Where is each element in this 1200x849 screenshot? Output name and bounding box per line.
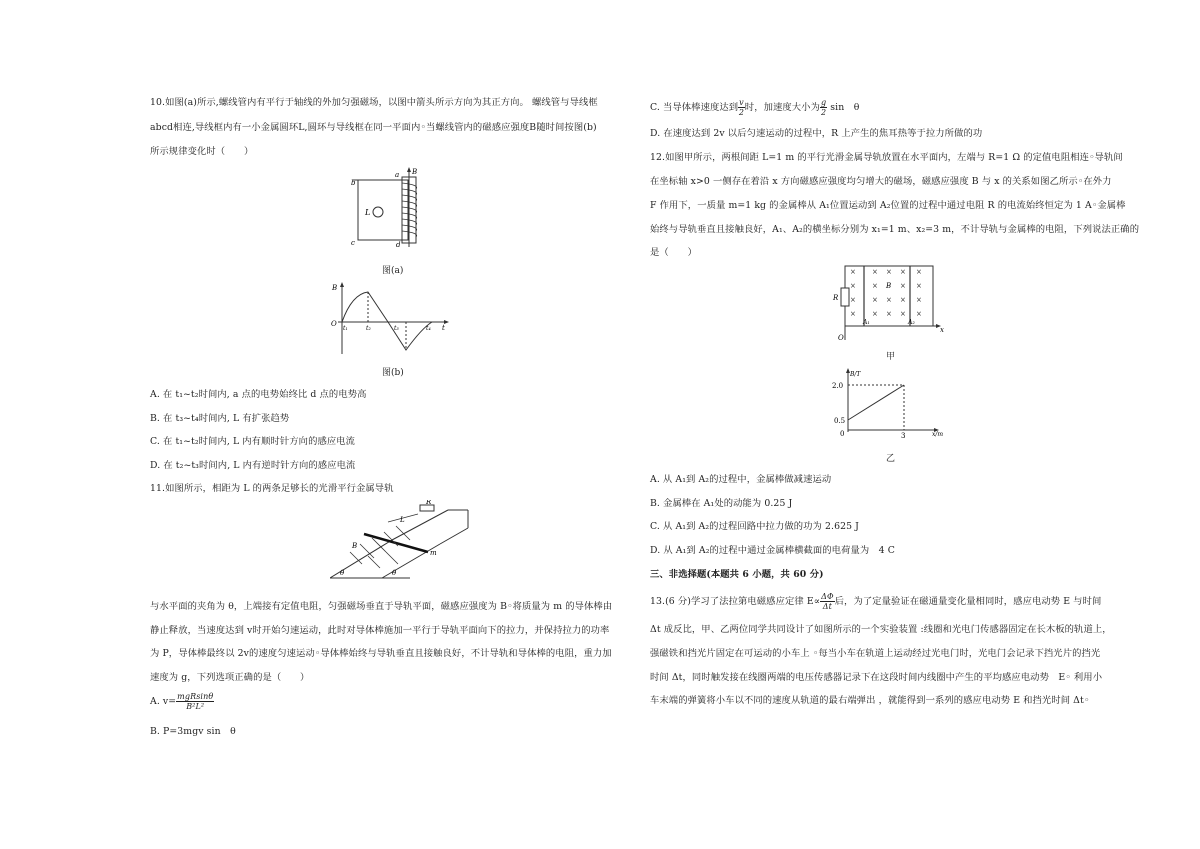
q12-option-a: A. 从 A₁到 A₂的过程中，金属棒做减速运动: [650, 474, 832, 485]
svg-text:×: ×: [900, 296, 906, 304]
q10-option-d: D. 在 t₂~t₃时间内, L 内有逆时针方向的感应电流: [150, 460, 356, 471]
svg-text:×: ×: [850, 282, 856, 290]
q13-line1-prefix: 13.(6 分)学习了法拉第电磁感应定律 E∝: [650, 596, 821, 607]
fig-b-label-t1: t₁: [343, 325, 348, 332]
q10-option-a: A. 在 t₁~t₂时间内, a 点的电势始终比 d 点的电势高: [150, 389, 367, 400]
fig-a-label-B: B: [412, 168, 418, 176]
q12-line1: 12.如图甲所示，两根间距 L=1 m 的平行光滑金属导轨放置在水平面内，左端与 R=1 Ω 的定值电阻相连◦导轨间: [650, 152, 1123, 163]
q11-line3: 静止释放，当速度达到 v时开始匀速运动，此时对导体棒施加一平行于导轨平面向下的拉力，并保持拉力的功率: [150, 625, 610, 636]
svg-text:×: ×: [900, 268, 906, 276]
fig-a-label-d: d: [396, 241, 401, 249]
q13-line4: 时间 Δt，同时触发接在线圈两端的电压传感器记录下在这段时间内线圈中产生的平均感应电动势 E◦ 利用小: [650, 672, 1103, 683]
q11-option-c-frac1-den: 2: [738, 108, 745, 117]
q11-option-a-fraction: [176, 692, 214, 711]
svg-text:×: ×: [900, 310, 906, 318]
q12-fig-jia-caption: 甲: [886, 352, 896, 362]
fig-b-label-t2: t₂: [366, 325, 371, 332]
q11-option-c-mid: 时，加速度大小为: [744, 102, 820, 113]
svg-text:×: ×: [916, 310, 922, 318]
q13-line2: Δt 成反比，甲、乙两位同学共同设计了如图所示的一个实验装置 :线圈和光电门传感器固定在长木板的轨道上，: [650, 624, 1112, 635]
q12-option-c: C. 从 A₁到 A₂的过程回路中拉力做的功为 2.625 J: [650, 521, 859, 532]
q11-line2: 与水平面的夹角为 θ，上端接有定值电阻，匀强磁场垂直于导轨平面，磁感应强度为 B◦将质量为 m 的导体棒由: [150, 601, 613, 612]
q10-line1: 10.如图(a)所示,螺线管内有平行于轴线的外加匀强磁场，以图中箭头所示方向为其正方向。 螺线管与导线框: [150, 97, 598, 108]
svg-text:×: ×: [886, 268, 892, 276]
yi-origin: 0: [840, 430, 845, 438]
q12-fig-yi-caption: 乙: [886, 454, 896, 464]
q11-option-c-prefix: C. 当导体棒速度达到: [650, 102, 739, 113]
q13-line1-frac-num: ΔΦ: [821, 592, 834, 601]
q12-figure-yi: [828, 366, 948, 438]
q12-figure-jia: [830, 262, 950, 342]
q11-option-a-denominator: B²L²: [186, 702, 205, 711]
yi-xlabel: x/m: [932, 431, 944, 438]
q11-label-theta2: θ: [392, 569, 397, 577]
q11-line4: 为 P，导体棒最终以 2v的速度匀速运动◦导体棒始终与导轨垂直且接触良好，不计导轨和导体棒的电阻，重力加: [150, 648, 612, 659]
q12-option-b: B. 金属棒在 A₁处的动能为 0.25 J: [650, 498, 793, 509]
q11-option-c-frac2-den: 2: [821, 108, 827, 117]
q11-option-c-frac2-num: g: [820, 98, 827, 107]
q12-option-d: D. 从 A₁到 A₂的过程中通过金属棒横截面的电荷量为 4 C: [650, 545, 895, 556]
q13-line1-frac-den: Δt: [822, 602, 832, 611]
fig-b-label-t4: t₄: [426, 325, 431, 332]
svg-text:×: ×: [916, 268, 922, 276]
q10-figure-b: [328, 280, 458, 358]
q11-label-theta1: θ: [340, 569, 345, 577]
section3-heading: 三、非选择题(本题共 6 小题，共 60 分): [650, 569, 824, 580]
jia-label-O: O: [838, 334, 844, 342]
fig-b-label-B: B: [332, 284, 338, 292]
yi-ylabel: B/T: [850, 371, 861, 378]
q11-option-c: [650, 98, 859, 118]
q10-option-b: B. 在 t₃~t₄时间内, L 有扩张趋势: [150, 413, 290, 424]
q12-line5: 是（ ）: [650, 247, 697, 258]
q10-line2: abcd相连,导线框内有一小金属圆环L,圆环与导线框在同一平面内◦当螺线管内的磁感应强度B随时间按图(b): [150, 122, 597, 133]
q11-option-a: [150, 692, 214, 712]
q11-label-B: B: [352, 542, 358, 550]
fig-a-label-L: L: [365, 208, 371, 217]
svg-text:×: ×: [850, 268, 856, 276]
q10-option-c: C. 在 t₁~t₂时间内, L 内有顺时针方向的感应电流: [150, 436, 356, 447]
svg-text:×: ×: [872, 310, 878, 318]
fig-b-label-t: t: [442, 324, 445, 332]
q11-option-c-frac1-num: v: [739, 98, 744, 107]
q10-line3: 所示规律变化时（ ）: [150, 146, 254, 157]
svg-text:×: ×: [850, 310, 856, 318]
jia-label-A1: A₁: [863, 319, 870, 326]
yi-tick-2: 2.0: [832, 382, 844, 390]
q11-label-R: R: [426, 500, 432, 506]
q11-option-c-suffix: sin θ: [827, 102, 860, 113]
jia-label-A2: A₂: [908, 319, 915, 326]
q11-line1: 11.如图所示，相距为 L 的两条足够长的光滑平行金属导轨: [150, 483, 394, 494]
fig-a-label-c: c: [351, 239, 355, 247]
svg-text:×: ×: [850, 296, 856, 304]
fig-a-label-b: b: [351, 179, 356, 187]
svg-text:×: ×: [916, 282, 922, 290]
fig-b-label-O: O: [331, 320, 337, 328]
yi-tick-3: 3: [901, 432, 906, 438]
svg-text:×: ×: [886, 296, 892, 304]
q10-fig-b-caption: 图(b): [382, 368, 404, 378]
q10-figure-a: [350, 165, 440, 253]
jia-label-R: R: [833, 294, 839, 302]
q11-option-b: B. P=3mgv sin θ: [150, 726, 236, 737]
q13-line3: 强磁铁和挡光片固定在可运动的小车上 ◦每当小车在轨道上运动经过光电门时，光电门会记录下挡光片的挡光: [650, 648, 1101, 659]
q13-line1-suffix: 后，为了定量验证在磁通量变化量相同时，感应电动势 E 与时间: [834, 596, 1102, 607]
jia-label-x: x: [940, 326, 944, 334]
q12-line4: 始终与导轨垂直且接触良好，A₁、A₂的横坐标分别为 x₁=1 m、x₂=3 m，不计导轨与金属棒的电阻，下列说法正确的: [650, 224, 1140, 235]
q11-option-c-fraction1: [738, 98, 745, 117]
q11-option-a-prefix: A. v=: [150, 696, 177, 707]
q11-line5: 速度为 g，下列选项正确的是（ ）: [150, 672, 310, 683]
svg-text:×: ×: [886, 310, 892, 318]
q13-line1-fraction: [820, 592, 835, 611]
q11-option-d: D. 在速度达到 2v 以后匀速运动的过程中，R 上产生的焦耳热等于拉力所做的功: [650, 128, 983, 139]
svg-text:×: ×: [872, 282, 878, 290]
q11-label-L: L: [400, 516, 405, 524]
q11-option-a-numerator: mgRsinθ: [177, 692, 214, 701]
q12-line2: 在坐标轴 x>0 一侧存在着沿 x 方向磁感应强度均匀增大的磁场，磁感应强度 B 与 x 的关系如图乙所示◦在外力: [650, 176, 1112, 187]
jia-label-B: B: [886, 282, 892, 290]
yi-tick-05: 0.5: [834, 417, 846, 425]
fig-a-label-a: a: [395, 171, 400, 179]
q13-line1: [650, 592, 1101, 612]
svg-text:×: ×: [916, 296, 922, 304]
svg-text:×: ×: [872, 296, 878, 304]
svg-text:×: ×: [900, 282, 906, 290]
q10-fig-a-caption: 图(a): [382, 266, 404, 276]
q11-label-m: m: [430, 549, 437, 557]
q12-line3: F 作用下，一质量 m=1 kg 的金属棒从 A₁位置运动到 A₂位置的过程中通过电阻 R 的电流始终恒定为 1 A◦金属棒: [650, 200, 1126, 211]
svg-text:×: ×: [872, 268, 878, 276]
q11-figure: [330, 500, 480, 582]
fig-b-label-t3: t₃: [394, 325, 399, 332]
q13-line5: 车末端的弹簧将小车以不同的速度从轨道的最右端弹出 ，就能得到一系列的感应电动势 E 和挡光时间 Δt◦: [650, 695, 1090, 706]
